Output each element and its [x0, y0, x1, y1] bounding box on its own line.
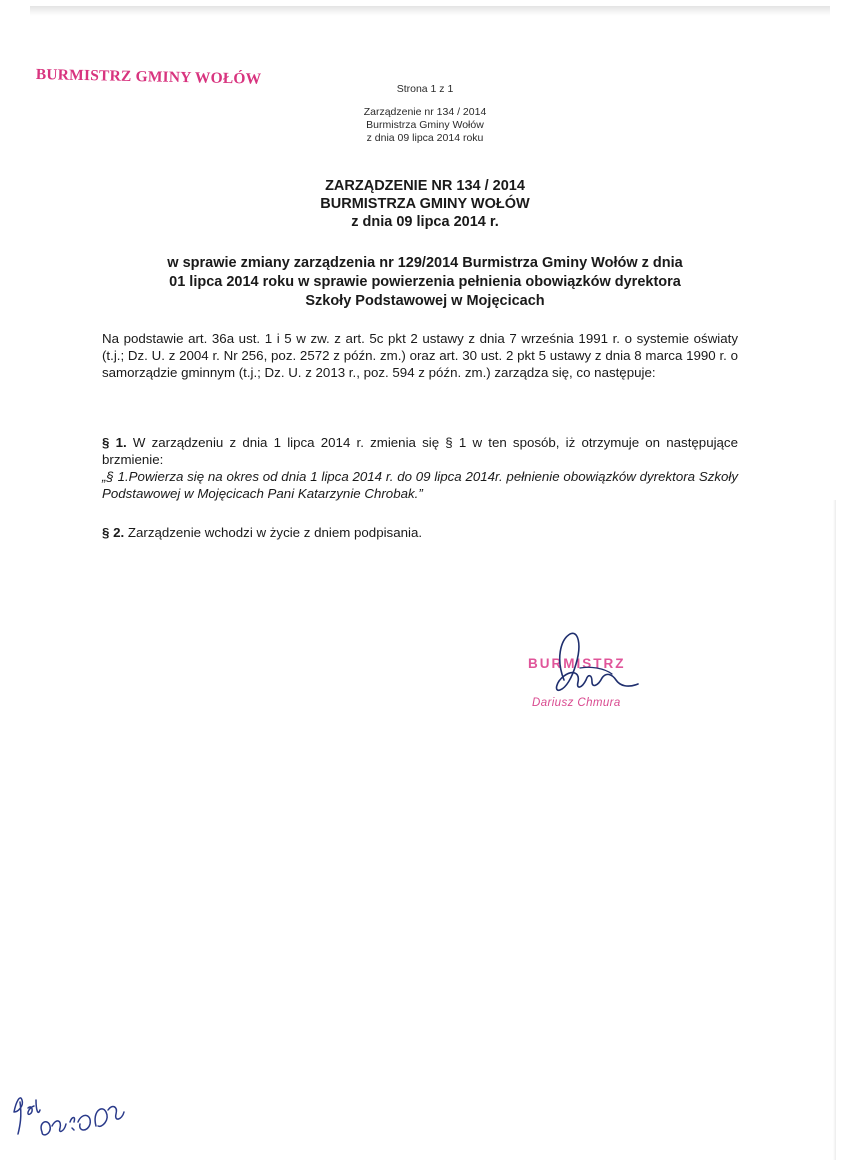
scan-edge-shadow	[30, 6, 830, 16]
office-stamp: BURMISTRZ GMINY WOŁÓW	[35, 66, 262, 88]
subject-line: w sprawie zmiany zarządzenia nr 129/2014 Burmistrza Gminy Wołów z dnia	[167, 255, 683, 271]
handwritten-note	[6, 1082, 136, 1162]
title-line: BURMISTRZA GMINY WOŁÓW	[320, 196, 530, 212]
paragraph-1-label: § 1.	[102, 435, 127, 450]
reference-line: Zarządzenie nr 134 / 2014	[363, 106, 487, 118]
reference-block	[320, 106, 530, 145]
document-subject	[90, 254, 760, 311]
title-line: ZARZĄDZENIE NR 134 / 2014	[325, 178, 525, 194]
document-title	[200, 177, 650, 231]
title-line: z dnia 09 lipca 2014 r.	[351, 214, 499, 230]
paragraph-1-quote: „§ 1.Powierza się na okres od dnia 1 lipca 2014 r. do 09 lipca 2014r. pełnienie obowiązków dyrektora Szkoły Podstawowej w Mojęcicach Pani Katarzynie Chrobak.”	[102, 469, 738, 501]
subject-line: Szkoły Podstawowej w Mojęcicach	[305, 293, 545, 309]
paragraph-2-text: Zarządzenie wchodzi w życie z dniem podpisania.	[124, 525, 423, 540]
paragraph-2	[102, 524, 738, 541]
paragraph-1-text: W zarządzeniu z dnia 1 lipca 2014 r. zmienia się § 1 w ten sposób, iż otrzymuje on następujące brzmienie:	[102, 435, 738, 467]
scan-edge-shadow-right	[833, 500, 836, 1160]
paragraph-1	[102, 434, 738, 502]
handwritten-signature	[520, 630, 660, 710]
subject-line: 01 lipca 2014 roku w sprawie powierzenia pełnienia obowiązków dyrektora	[169, 274, 681, 290]
signature-stamp-name: Dariusz Chmura	[532, 697, 621, 709]
paragraph-2-label: § 2.	[102, 525, 125, 540]
signature-stamp-title: BURMISTRZ	[528, 656, 626, 671]
page-number: Strona 1 z 1	[396, 83, 454, 95]
reference-line: z dnia 09 lipca 2014 roku	[366, 132, 484, 144]
legal-basis-paragraph: Na podstawie art. 36a ust. 1 i 5 w zw. z art. 5c pkt 2 ustawy z dnia 7 września 1991 r. o systemie oświaty (t.j.; Dz. U. z 2004 r. Nr 256, poz. 2572 z późn. zm.) oraz art. 30 ust. 2 pkt 5 ustawy z dnia 8 marca 1990 r. o samorządzie gminnym (t.j.; Dz. U. z 2013 r., poz. 594 z późn. zm.) zarządza się, co następuje:	[102, 331, 738, 380]
reference-line: Burmistrza Gminy Wołów	[366, 119, 484, 131]
